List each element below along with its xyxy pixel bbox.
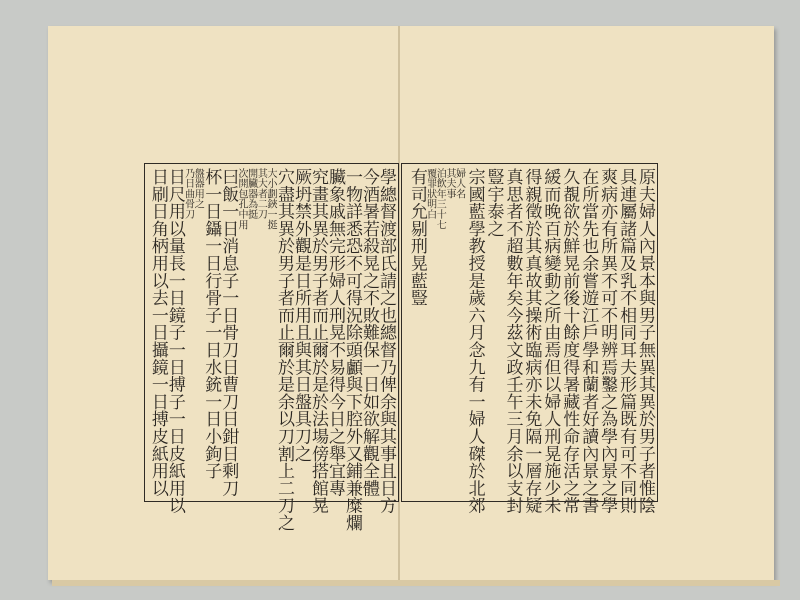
- text-column: 究畫其異於男子者而止爾於是於法場傍搭館晃: [308, 168, 328, 514]
- text-column: 日刷日角柄用以去一日攝鏡一日搏皮紙用以: [147, 168, 168, 497]
- text-column: 在所當先也余嘗遊江戶學和蘭者好讀內景之書: [578, 168, 599, 514]
- text-column: 具連屬諸篇及乳不相同耳夫形篇既有可不同則: [616, 168, 637, 514]
- annotation-line: 次開包孔中用: [235, 168, 247, 230]
- annotation-line: 開臟器為挺: [245, 168, 257, 220]
- text-column: 厥坍禁外觀是日所用且與其日盤具刀之: [291, 168, 311, 463]
- annotation-line: 乃日曲骨刀: [182, 168, 194, 220]
- annotation-line: 大小劃鋏一挺: [265, 168, 276, 230]
- annotation-line: 盤器用之: [192, 168, 204, 210]
- annotation-column: [444, 168, 463, 497]
- annotation-line: 其夫事: [443, 168, 455, 199]
- annotation-line: 泊飲年三十七: [434, 168, 446, 230]
- text-column: 穴盡其異於男子者而止爾於是余以刀割上二刀之: [274, 168, 294, 532]
- text-column: 爽病亦有所異不可不明辨焉鑿之為學內景之學: [597, 168, 618, 514]
- annotation-line: 其大者二刀: [255, 168, 267, 220]
- text-column: 原夫婦人內景本與男子無異其異於男子者惟陰: [635, 168, 655, 514]
- annotation-line: 覆罪狀明白: [424, 168, 436, 220]
- text-column: 緩而晚百病變動之所由焉但以婦人刑晃施少未: [540, 168, 561, 514]
- text-column: 豎宇泰之: [483, 168, 504, 238]
- text-column: 臟象戚無完形婦人刑晃不易得今日之舉宜專: [325, 168, 345, 497]
- text-column: 久覩欲於鮮晃前後十餘度得暑藏性命存活之常: [559, 168, 580, 514]
- text-column: 學總督渡部氏請之也總督乃俾余與其事且日方: [376, 168, 396, 514]
- text-column: 日尺用以量長一日鏡子一日搏子一日皮紙用以: [164, 168, 185, 514]
- annotation-column: [256, 168, 275, 497]
- text-column: 宗國藍學教授是歲六月念九有一婦人磔於北郊: [464, 168, 485, 514]
- annotation-column: [183, 168, 202, 497]
- text-column: 今酒暑若殺晃之不敗難保一日如欲解觀全體: [359, 168, 379, 497]
- text-column: 有司允剔刑晃藍豎: [406, 168, 427, 307]
- text-column: 真思者不超數年矣今茲文政壬午三月余以支封: [502, 168, 523, 514]
- text-column: 杯一日鑷一日行骨子一日水銃一日小鉤子: [201, 168, 222, 480]
- right-page-text: [406, 168, 655, 514]
- left-page-text: [147, 168, 396, 532]
- text-column: 得親徵於其真故其操術臨病亦未免隔一層存疑: [521, 168, 542, 514]
- text-column: 一物詳悉恐不可得況除頭顱與下腔外又鋪兼糜爛: [342, 168, 362, 532]
- text-column: 曰飯一日消息子一日骨刀日曹刀日鉗日剩刀: [218, 168, 239, 497]
- left-page-frame: [144, 163, 399, 532]
- annotation-column: [425, 168, 444, 497]
- annotation-line: 婦人名: [453, 168, 465, 199]
- right-page-frame: [401, 163, 658, 514]
- annotation-column: [236, 168, 255, 497]
